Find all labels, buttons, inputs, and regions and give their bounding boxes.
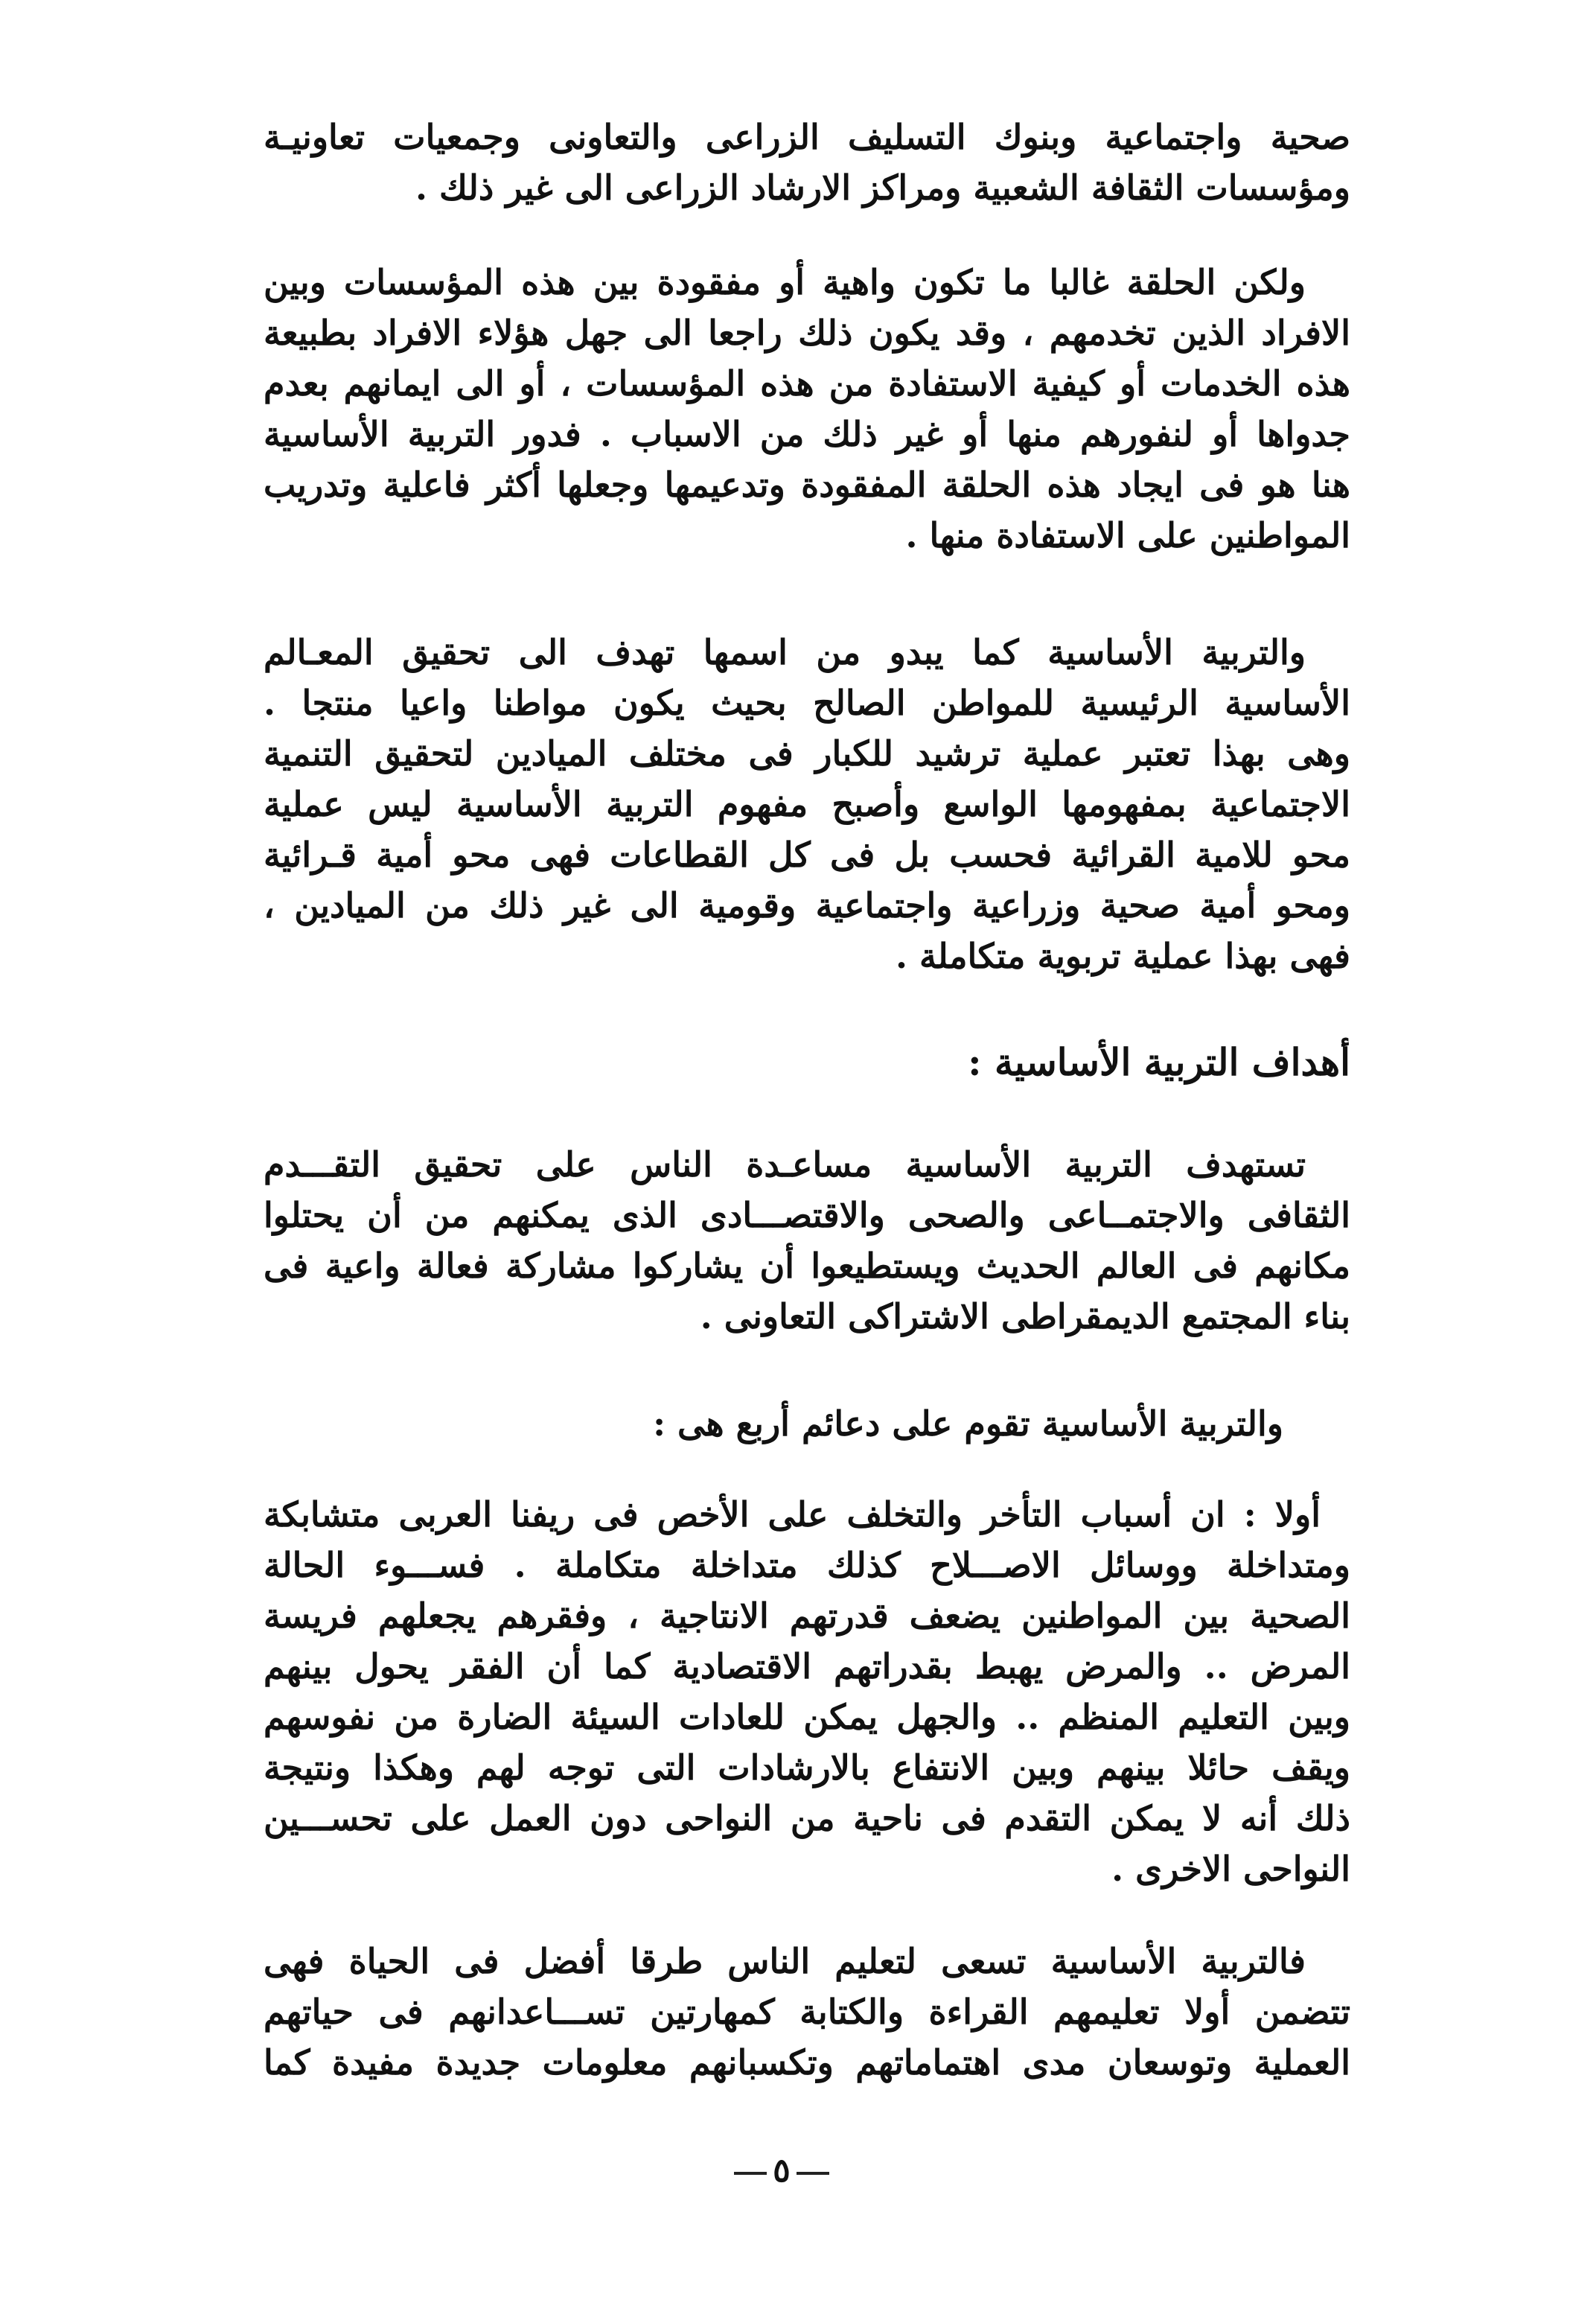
text-line: صحية واجتماعية وبنوك التسليف الزراعى والتعاونى وجمعيات تعاونيـة <box>264 117 1350 157</box>
dash-left <box>734 2172 767 2175</box>
text-line: الصحية بين المواطنين يضعف قدرتهم الانتاجية ، وفقرهم يجعلهم فريسة <box>264 1596 1350 1636</box>
text-line: والتربية الأساسية تقوم على دعائم أربع هى : <box>653 1403 1283 1444</box>
text-line: الأساسية الرئيسية للمواطن الصالح بحيث يكون مواطنا واعيا منتجا . <box>264 683 1350 723</box>
text-line: فالتربية الأساسية تسعى لتعليم الناس طرقا أفضل فى الحياة فهى <box>264 1941 1306 1981</box>
text-line: الاجتماعية بمفهومها الواسع وأصبح مفهوم التربية الأساسية ليس عملية <box>264 784 1350 824</box>
text-line: العملية وتوسعان مدى اهتماماتهم وتكسبانهم معلومات جديدة مفيدة كما <box>264 2042 1350 2082</box>
paragraph-3 <box>264 627 1350 981</box>
text-line: المواطنين على الاستفادة منها . <box>905 515 1350 555</box>
text-line: والتربية الأساسية كما يبدو من اسمها تهدف الى تحقيق المعـالم <box>264 632 1306 672</box>
text-line: تتضمن أولا تعليمهم القراءة والكتابة كمهارتين تســـاعدانهم فى حياتهم <box>264 1992 1350 2032</box>
text-line: ومحو أمية صحية وزراعية واجتماعية وقومية الى غير ذلك من الميادين ، <box>264 885 1350 925</box>
paragraph-5 <box>264 1398 1350 1449</box>
section-heading <box>264 1036 1350 1087</box>
text-line: المرض .. والمرض يهبط بقدراتهم الاقتصادية كما أن الفقر يحول بينهم <box>264 1646 1350 1686</box>
text-line: أولا : ان أسباب التأخر والتخلف على الأخص فى ريفنا العربى متشابكة <box>264 1494 1321 1535</box>
dash-right <box>797 2172 829 2175</box>
text-line: ومتداخلة ووسائل الاصـــلاح كذلك متداخلة متكاملة . فســـوء الحالة <box>264 1545 1350 1585</box>
text-line: وبين التعليم المنظم .. والجهل يمكن للعادات السيئة الضارة من نفوسهم <box>264 1697 1350 1737</box>
text-line: تستهدف التربية الأساسية مساعـدة الناس على تحقيق التقـــدم <box>264 1144 1306 1185</box>
text-line: وهى بهذا تعتبر عملية ترشيد للكبار فى مختلف الميادين لتحقيق التنمية <box>264 733 1350 774</box>
paragraph-1 <box>264 112 1350 213</box>
text-line: الافراد الذين تخدمهم ، وقد يكون ذلك راجعا الى جهل هؤلاء الافراد بطبيعة <box>264 313 1350 353</box>
text-line: بناء المجتمع الديمقراطى الاشتراكى التعاونى . <box>700 1296 1350 1336</box>
heading-text: أهداف التربية الأساسية : <box>968 1040 1350 1084</box>
text-line: محو للامية القرائية فحسب بل فى كل القطاعات فهى محو أمية قـرائية <box>264 835 1350 875</box>
text-line: جدواها أو لنفورهم منها أو غير ذلك من الاسباب . فدور التربية الأساسية <box>264 414 1350 454</box>
text-line: ولكن الحلقة غالبا ما تكون واهية أو مفقودة بين هذه المؤسسات وبين <box>264 262 1306 302</box>
page-number-text: ٥ <box>773 2152 791 2190</box>
text-line: ذلك أنه لا يمكن التقدم فى ناحية من النواحى دون العمل على تحســـين <box>264 1798 1350 1838</box>
page-number <box>715 2152 849 2190</box>
text-line: ومؤسسات الثقافة الشعبية ومراكز الارشاد الزراعى الى غير ذلك . <box>415 168 1350 208</box>
paragraph-4 <box>264 1139 1350 1342</box>
paragraph-2 <box>264 257 1350 561</box>
paragraph-6 <box>264 1489 1350 1894</box>
text-line: هذه الخدمات أو كيفية الاستفادة من هذه المؤسسات ، أو الى ايمانهم بعدم <box>264 363 1350 404</box>
text-line: فهى بهذا عملية تربوية متكاملة . <box>895 936 1350 976</box>
paragraph-7 <box>264 1936 1350 2088</box>
text-line: ويقف حائلا بينهم وبين الانتفاع بالارشادات التى توجه لهم وهكذا ونتيجة <box>264 1747 1350 1788</box>
text-line: مكانهم فى العالم الحديث ويستطيعوا أن يشاركوا مشاركة فعالة واعية فى <box>264 1246 1350 1286</box>
text-line: هنا هو فى ايجاد هذه الحلقة المفقودة وتدعيمها وجعلها أكثر فاعلية وتدريب <box>264 465 1350 505</box>
text-line: النواحى الاخرى . <box>1111 1849 1350 1889</box>
text-line: الثقافى والاجتمــاعى والصحى والاقتصـــادى الذى يمكنهم من أن يحتلوا <box>264 1195 1350 1235</box>
